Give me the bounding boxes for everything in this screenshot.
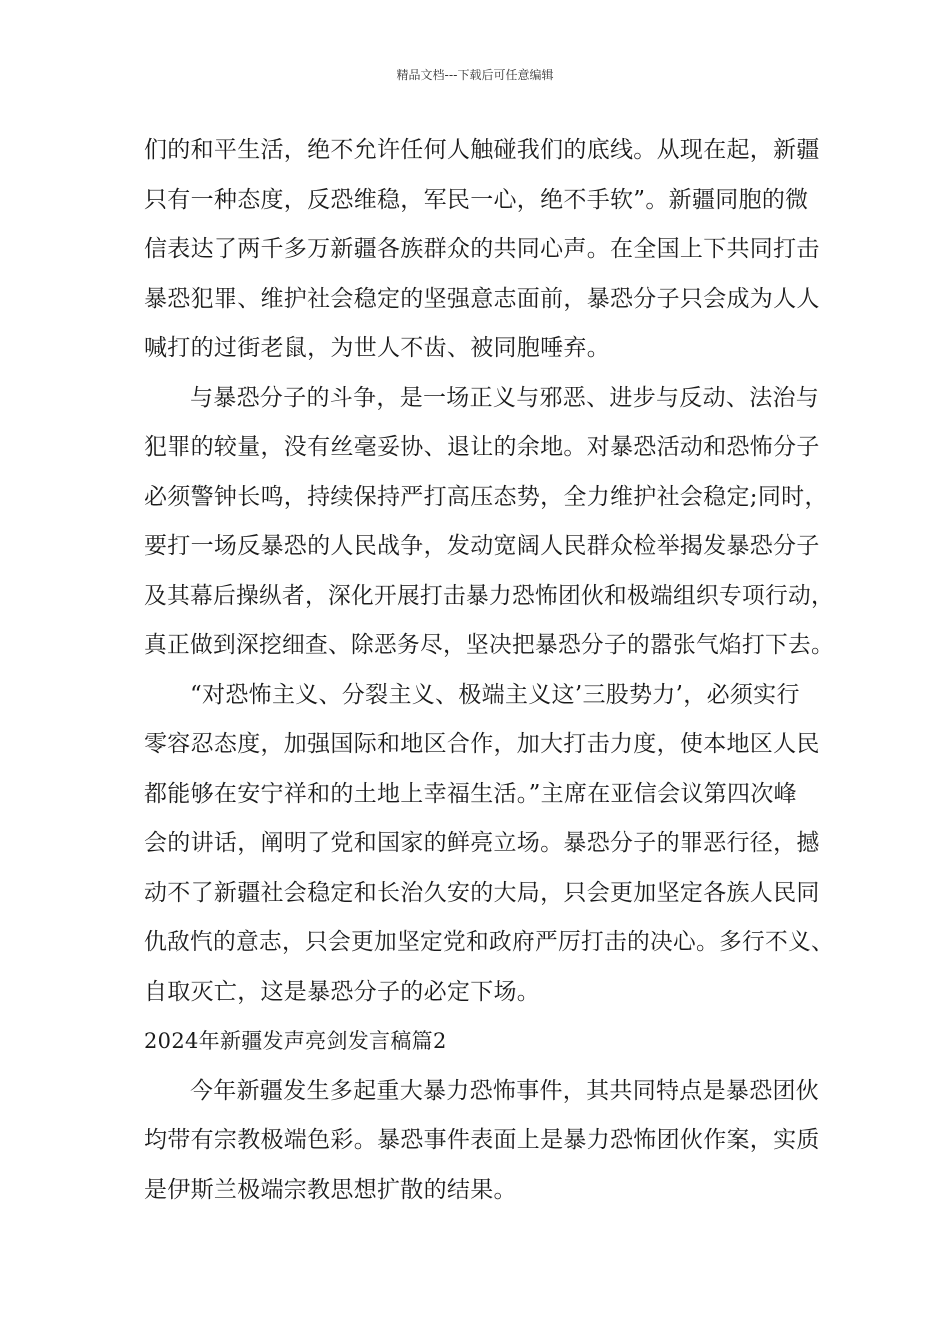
- text-line: 暴恐犯罪、维护社会稳定的坚强意志面前，暴恐分子只会成为人人: [144, 285, 820, 312]
- text-line: 仇敌忾的意志，只会更加坚定党和政府严厉打击的决心。多行不义、: [144, 929, 834, 955]
- text-line: 是伊斯兰极端宗教思想扩散的结果。: [144, 1176, 517, 1203]
- section-heading: 2024年新疆发声亮剑发言稿篇2: [144, 1029, 447, 1053]
- text-line: 及其幕后操纵者，深化开展打击暴力恐怖团伙和极端组织专项行动，: [144, 582, 834, 609]
- text-line: 信表达了两千多万新疆各族群众的共同心声。在全国上下共同打击: [144, 236, 820, 262]
- text-line: 喊打的过街老鼠，为世人不齿、被同胞唾弃。: [144, 335, 610, 361]
- page-header: 精品文档---下载后可任意编辑: [396, 68, 554, 82]
- paragraph-first-line: 今年新疆发生多起重大暴力恐怖事件，其共同特点是暴恐团伙: [190, 1077, 820, 1104]
- paragraph-first-line: 与暴恐分子的斗争，是一场正义与邪恶、进步与反动、法治与: [190, 384, 820, 411]
- text-line: 均带有宗教极端色彩。暴恐事件表面上是暴力恐怖团伙作案，实质: [144, 1127, 820, 1153]
- text-line: 动不了新疆社会稳定和长治久安的大局，只会更加坚定各族人民同: [144, 879, 820, 906]
- text-line: 会的讲话，阐明了党和国家的鲜亮立场。暴恐分子的罪恶行径，撼: [144, 830, 820, 856]
- document-body: [144, 126, 834, 1215]
- text-line: 只有一种态度，反恐维稳，军民一心，绝不手软”。新疆同胞的微: [144, 186, 809, 213]
- text-line: 犯罪的较量，没有丝毫妥协、退让的余地。对暴恐活动和恐怖分子: [144, 434, 820, 460]
- text-line: 自取灭亡，这是暴恐分子的必定下场。: [144, 978, 541, 1005]
- text-line: 必须警钟长鸣，持续保持严打高压态势，全力维护社会稳定;同时，: [144, 483, 828, 510]
- text-line: 零容忍态度，加强国际和地区合作，加大打击力度，使本地区人民: [144, 731, 820, 757]
- text-line: 都能够在安宁祥和的土地上幸福生活。”主席在亚信会议第四次峰: [144, 780, 797, 807]
- text-line: 们的和平生活，绝不允许任何人触碰我们的底线。从现在起，新疆: [144, 137, 820, 163]
- paragraph-first-line: “对恐怖主义、分裂主义、极端主义这’三股势力’，必须实行: [190, 681, 800, 708]
- text-line: 真正做到深挖细查、除恶务尽，坚决把暴恐分子的嚣张气焰打下去。: [144, 632, 834, 658]
- text-line: 要打一场反暴恐的人民战争，发动宽阔人民群众检举揭发暴恐分子: [144, 533, 820, 559]
